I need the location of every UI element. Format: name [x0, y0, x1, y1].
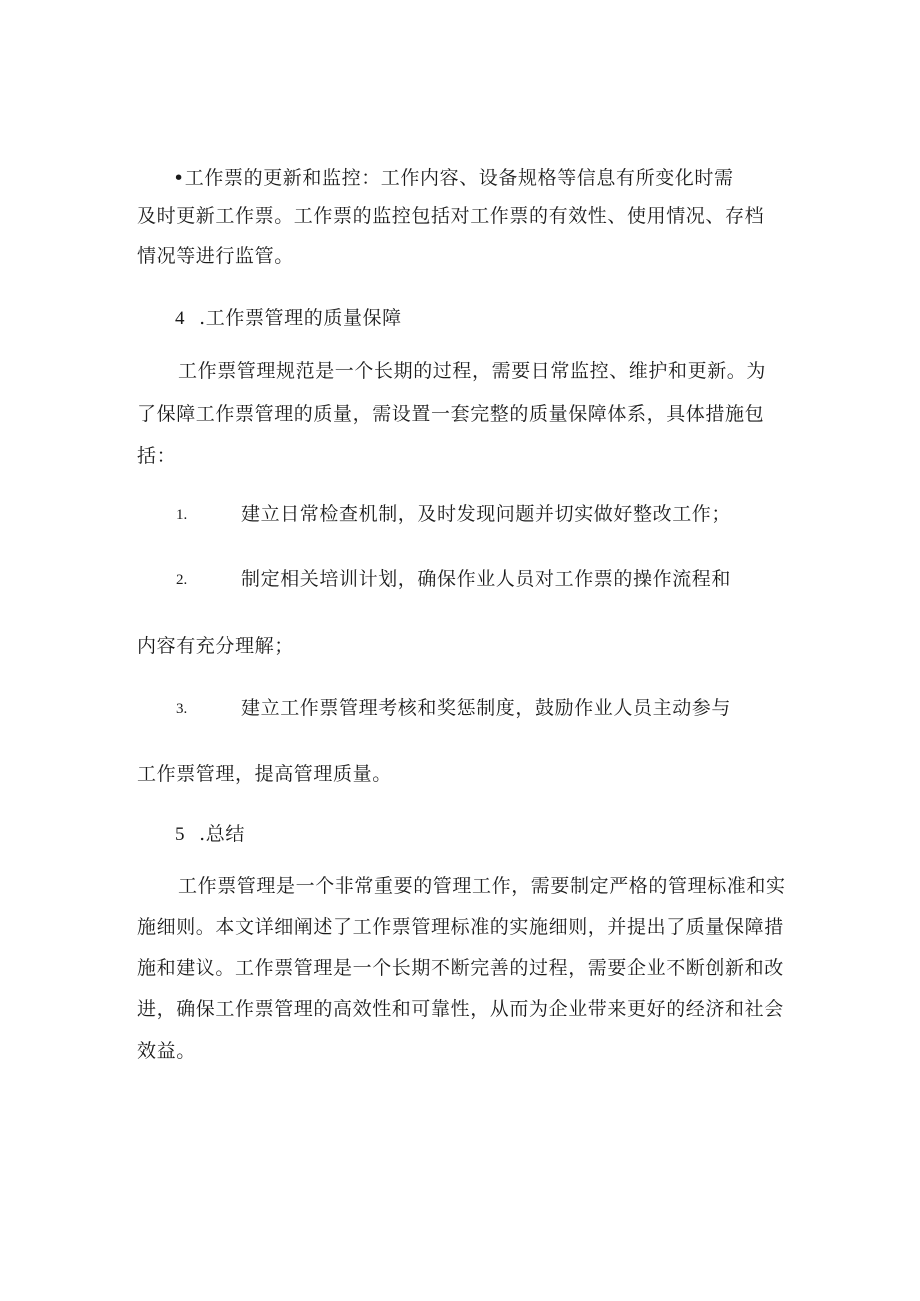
section-5-heading: [175, 822, 245, 847]
list-item-3-text-line-1: 建立工作票管理考核和奖惩制度，鼓励作业人员主动参与: [241, 697, 732, 719]
section-5-para-line-5: 效益。: [137, 1040, 196, 1062]
list-item-3-number: 3.: [176, 701, 188, 717]
section-4-number: 4: [175, 308, 186, 329]
section-4-para-line-1: 工作票管理规范是一个长期的过程，需要日常监控、维护和更新。为: [178, 360, 767, 382]
section-5-para-line-4: 进，确保工作票管理的高效性和可靠性，从而为企业带来更好的经济和社会: [137, 998, 784, 1020]
bullet-line-3: 情况等进行监管。: [137, 245, 294, 267]
section-5-para-line-3: 施和建议。工作票管理是一个长期不断完善的过程，需要企业不断创新和改: [137, 957, 784, 979]
bullet-line-2: 及时更新工作票。工作票的监控包括对工作票的有效性、使用情况、存档: [137, 205, 765, 227]
section-5-title: .总结: [199, 823, 245, 845]
list-item-1-number: 1.: [176, 507, 188, 523]
list-item-2-text-line-2: 内容有充分理解；: [137, 635, 294, 657]
section-4-para-line-2: 了保障工作票管理的质量，需设置一套完整的质量保障体系，具体措施包: [137, 403, 765, 425]
list-item-2-number: 2.: [176, 572, 188, 588]
list-item-3-text-line-2: 工作票管理，提高管理质量。: [137, 763, 392, 785]
section-4-para-line-3: 括：: [137, 445, 177, 467]
section-4-heading: [175, 306, 402, 331]
bullet-line-1: •工作票的更新和监控：工作内容、设备规格等信息有所变化时需: [173, 167, 734, 189]
section-5-para-line-2: 施细则。本文详细阐述了工作票管理标准的实施细则，并提出了质量保障措: [137, 916, 784, 938]
section-5-number: 5: [175, 824, 186, 845]
section-5-para-line-1: 工作票管理是一个非常重要的管理工作，需要制定严格的管理标准和实: [178, 875, 786, 897]
section-4-title: .工作票管理的质量保障: [199, 307, 402, 329]
list-item-2-text-line-1: 制定相关培训计划，确保作业人员对工作票的操作流程和: [241, 568, 732, 590]
list-item-1-text: 建立日常检查机制，及时发现问题并切实做好整改工作；: [241, 503, 732, 525]
